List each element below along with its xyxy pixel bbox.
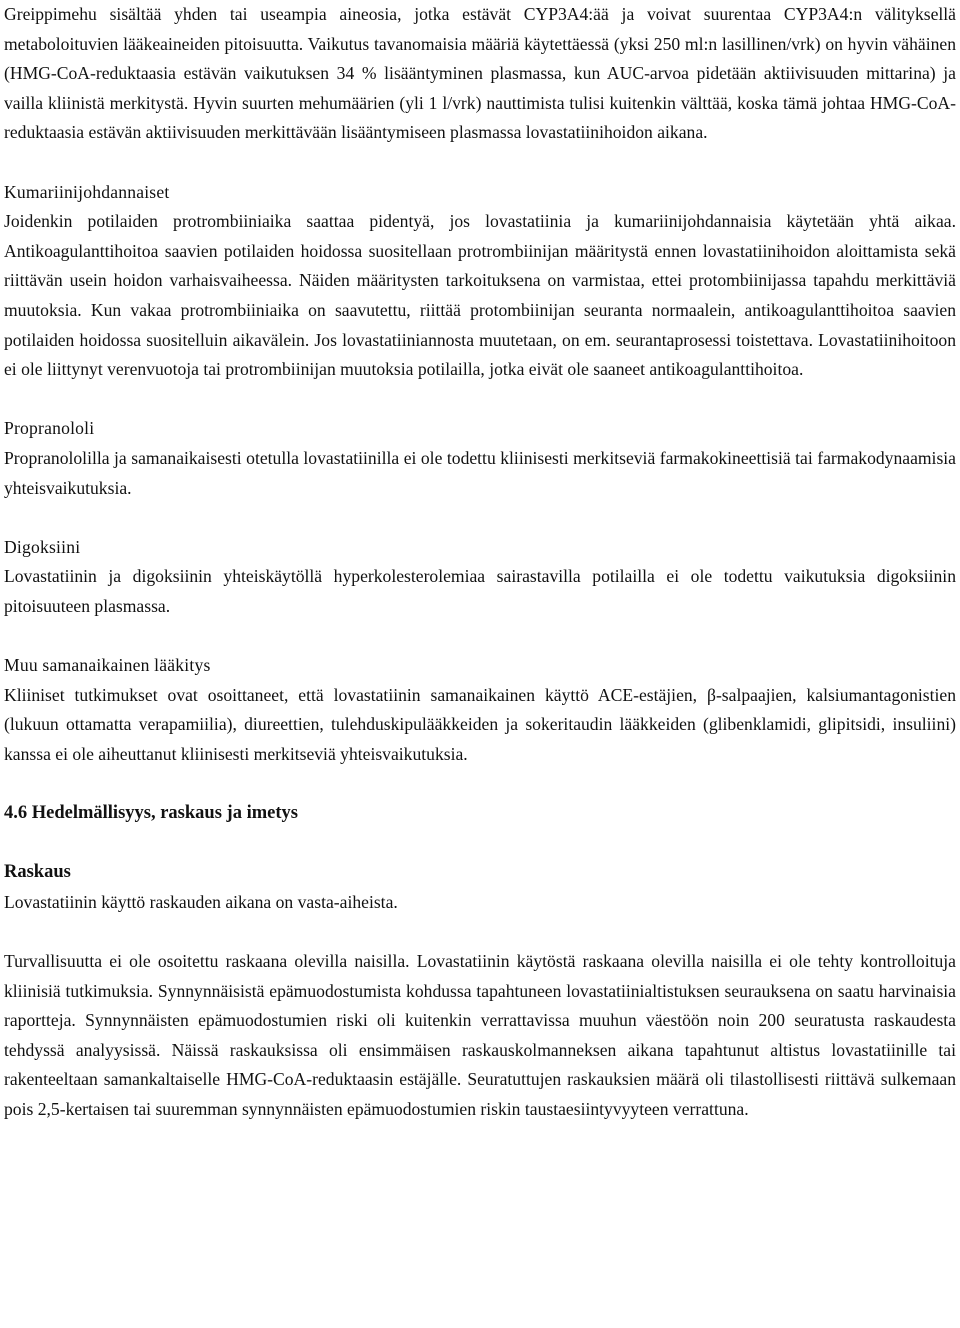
subheading-propranolol: Propranololi: [4, 418, 95, 439]
document-page: [4, 0, 956, 1125]
subheading-other-medication: Muu samanaikainen lääkitys: [4, 655, 211, 676]
subheading-coumarin-derivatives: Kumariinijohdannaiset: [4, 181, 170, 202]
paragraph-pregnancy-safety: Turvallisuutta ei ole osoitettu raskaana olevilla naisilla. Lovastatiinin käytöstä raskaana olevilla naisilla ei ole tehty kontrolloituja kliinisiä tutkimuksia. Synnynnäisistä epämuodostumista kohdussa tapahtuneen lovastatiinialtistuksen seurauksena on saatu harvinaisia raportteja. Synnynnäisten epämuodostumien riski oli kuitenkin verrattavissa muuhun väestöön noin 200 seuratusta raskaudesta tehdyssä analyysissä. Näissä raskauksissa oli ensimmäisen raskauskolmanneksen aikana tapahtunut altistus lovastatiinille tai rakenteeltaan samankaltaiselle HMG-CoA-reduktaasin estäjälle. Seuratuttujen raskauksien määrä oli tilastollisesti riittävä sulkemaan pois 2,5-kertaisen tai suuremman synnynnäisten epämuodostumien riskin taustaesiintyvyyteen verrattuna.: [4, 951, 956, 1119]
spacer: [4, 503, 956, 533]
subheading-pregnancy: Raskaus: [4, 862, 71, 883]
spacer: [4, 621, 956, 651]
spacer: [4, 385, 956, 415]
paragraph-other-medication: Kliiniset tutkimukset ovat osoittaneet, että lovastatiinin samanaikainen käyttö ACE-estäjien, β-salpaajien, kalsiumantagonistien (lukuun ottamatta verapamiilia), diureettien, tulehduskipulääkkeiden ja sokeritaudin lääkkeiden (glibenklamidi, glipitsidi, insuliini) kanssa ei ole aiheuttanut kliinisesti merkitseviä yhteisvaikutuksia.: [4, 684, 956, 764]
paragraph-coumarin-derivatives: Joidenkin potilaiden protrombiiniaika saattaa pidentyä, jos lovastatiinia ja kumariinijohdannaisia käytetään yhtä aikaa. Antikoagulanttihoitoa saavien potilaiden hoidossa suositellaan protrombiinijan määritystä ennen lovastatiinihoidon aloittamista sekä riittävän usein hoidon varhaisvaiheessa. Näiden määritysten tarkoituksena on varmistaa, ettei protombiinijassa tapahdu merkittäviä muutoksia. Kun vakaa protrombiiniaika on saavutettu, riittää protombiinijan seuranta normaalein, antikoagulanttihoitoa saavien potilaiden hoidossa suositelluin aikavälein. Jos lovastatiiniannosta muutetaan, on em. seurantaprosessi toistettava. Lovastatiinihoitoon ei ole liittynyt verenvuotoja tai protrombiinijan muutoksia potilailla, jotka eivät ole saaneet antikoagulanttihoitoa.: [4, 211, 956, 380]
section-heading-fertility-pregnancy: 4.6 Hedelmällisyys, raskaus ja imetys: [4, 803, 298, 824]
spacer: [4, 917, 956, 947]
paragraph-digoxin: Lovastatiinin ja digoksiinin yhteiskäytöllä hyperkolesterolemiaa sairastavilla potilailla ei ole todettu vaikutuksia digoksiinin pitoisuuteen plasmassa.: [4, 566, 956, 616]
subheading-digoxin: Digoksiini: [4, 536, 81, 557]
paragraph-grapefruit-cyp3a4: Greippimehu sisältää yhden tai useampia aineosia, jotka estävät CYP3A4:ää ja voivat suurentaa CYP3A4:n välityksellä metaboloituvien lääkeaineiden pitoisuutta. Vaikutus tavanomaisia määriä käytettäessä (yksi 250 ml:n lasillinen/vrk) on hyvin vähäinen (HMG-CoA-reduktaasia estävän vaikutuksen 34 % lisääntyminen plasmassa, kun AUC-arvoa pidetään aktiivisuuden mittarina) ja vailla kliinistä merkitystä. Hyvin suurten mehumäärien (yli 1 l/vrk) nauttimista tulisi kuitenkin välttää, koska tämä johtaa HMG-CoA-reduktaasia estävän aktiivisuuden merkittävään lisääntymiseen plasmassa lovastatiinihoidon aikana.: [4, 4, 956, 143]
spacer: [4, 829, 956, 859]
spacer: [4, 148, 956, 178]
paragraph-propranolol: Propranololilla ja samanaikaisesti otetulla lovastatiinilla ei ole todettu kliinisesti merkitseviä farmakokineettisiä tai farmakodynaamisia yhteisvaikutuksia.: [4, 447, 956, 498]
paragraph-pregnancy-contraindication: Lovastatiinin käyttö raskauden aikana on vasta-aiheista.: [4, 891, 398, 912]
spacer: [4, 769, 956, 799]
